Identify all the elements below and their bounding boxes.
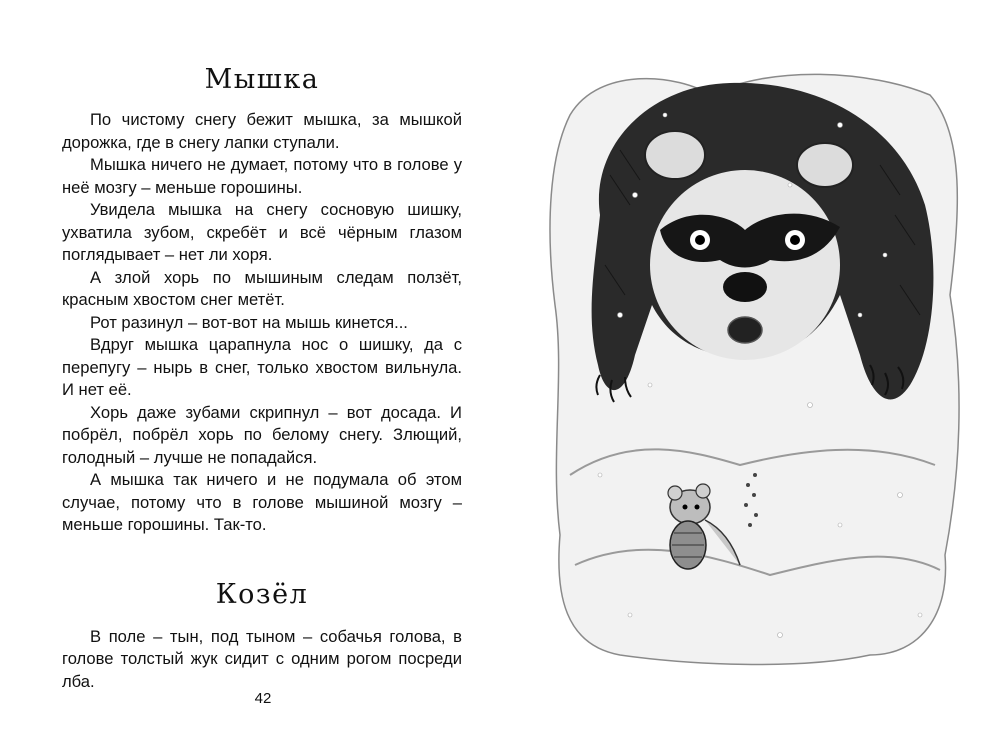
- story-paragraph: Вдруг мышка царапнула нос о шишку, да с перепугу – нырь в снег, только хвостом вильнула. И нет её.: [62, 335, 462, 399]
- ferret-right-pupil: [790, 235, 800, 245]
- story-paragraph: Рот разинул – вот-вот на мышь кинется...: [90, 312, 408, 332]
- ferret-right-ear: [797, 143, 853, 187]
- story-title-goat: Козёл: [215, 578, 309, 610]
- ferret-left-ear: [645, 131, 705, 179]
- story-paragraph: В поле – тын, под тыном – собачья голова, в голове толстый жук сидит с одним рогом посреди лба.: [62, 626, 462, 691]
- text-column: [62, 52, 462, 693]
- ferret-and-mouse-illustration: [540, 55, 970, 685]
- story-paragraph: А мышка так ничего и не подумала об этом случае, потому что в голове мышиной мозгу – меньше горошины. Так-то.: [62, 470, 462, 534]
- ferret-mouth: [728, 317, 762, 343]
- illustration-drawing: [540, 55, 970, 685]
- story-paragraph: А злой хорь по мышиным следам ползёт, красным хвостом снег метёт.: [62, 267, 462, 309]
- story-paragraph: По чистому снегу бежит мышка, за мышкой дорожка, где в снегу лапки ступали.: [62, 110, 462, 152]
- story-paragraph: Хорь даже зубами скрипнул – вот досада. И побрёл, побрёл хорь по белому снегу. Злющий, голодный – лучше не попадайся.: [62, 402, 462, 467]
- story-paragraph: Увидела мышка на снегу сосновую шишку, ухватила зубом, скребёт и всё чёрным глазом поглядывает – нет ли хоря.: [62, 200, 462, 264]
- ferret-nose: [723, 272, 767, 302]
- ferret-left-pupil: [695, 235, 705, 245]
- page-number: 42: [254, 690, 272, 707]
- story-title-mouse: Мышка: [204, 64, 320, 95]
- story-paragraph: Мышка ничего не думает, потому что в голове у неё мозгу – меньше горошины.: [62, 155, 462, 197]
